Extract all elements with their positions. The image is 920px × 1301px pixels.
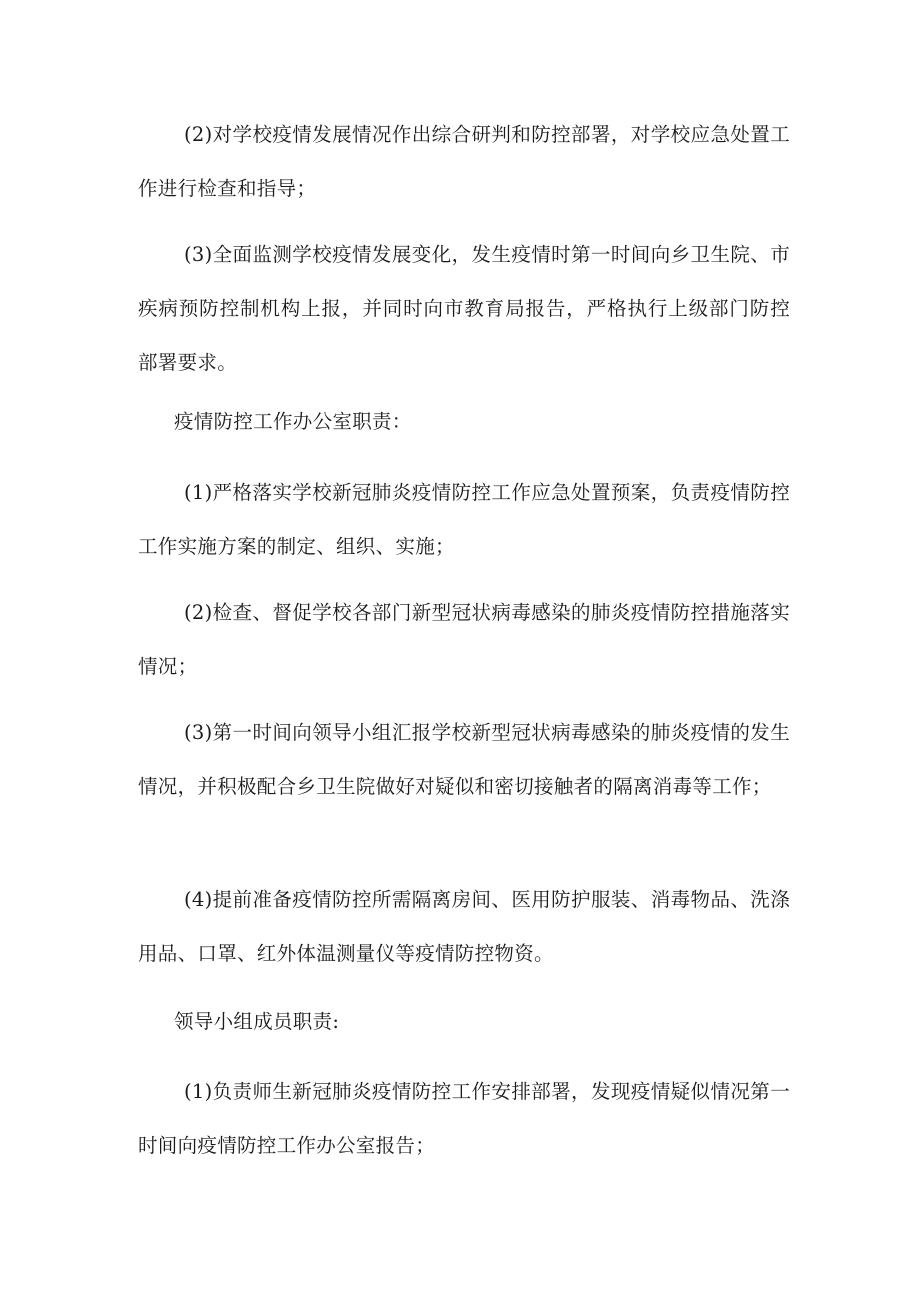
section-heading-member-duties: 领导小组成员职责: — [174, 1010, 340, 1033]
paragraph-office-duty-3: (3)第一时间向领导小组汇报学校新型冠状病毒感染的肺炎疫情的发生情况，并积极配合乡卫生院做好对疑似和密切接触者的隔离消毒等工作； — [138, 721, 790, 798]
paragraph-member-duty-1: (1)负责师生新冠肺炎疫情防控工作安排部署，发现疫情疑似情况第一时间向疫情防控工作办公室报告； — [138, 1080, 790, 1157]
paragraph-school-assessment: (2)对学校疫情发展情况作出综合研判和防控部署，对学校应急处置工作进行检查和指导； — [138, 123, 790, 200]
paragraph-office-duty-2: (2)检查、督促学校各部门新型冠状病毒感染的肺炎疫情防控措施落实情况； — [138, 601, 790, 678]
paragraph-monitoring: (3)全面监测学校疫情发展变化，发生疫情时第一时间向乡卫生院、市疾病预防控制机构上报，并同时向市教育局报告，严格执行上级部门防控部署要求。 — [138, 243, 790, 374]
paragraph-office-duty-4: (4)提前准备疫情防控所需隔离房间、医用防护服装、消毒物品、洗涤用品、口罩、红外体温测量仪等疫情防控物资。 — [138, 888, 790, 965]
paragraph-office-duty-1: (1)严格落实学校新冠肺炎疫情防控工作应急处置预案，负责疫情防控工作实施方案的制定、组织、实施； — [138, 481, 790, 558]
section-heading-office-duties: 疫情防控工作办公室职责： — [174, 410, 412, 433]
